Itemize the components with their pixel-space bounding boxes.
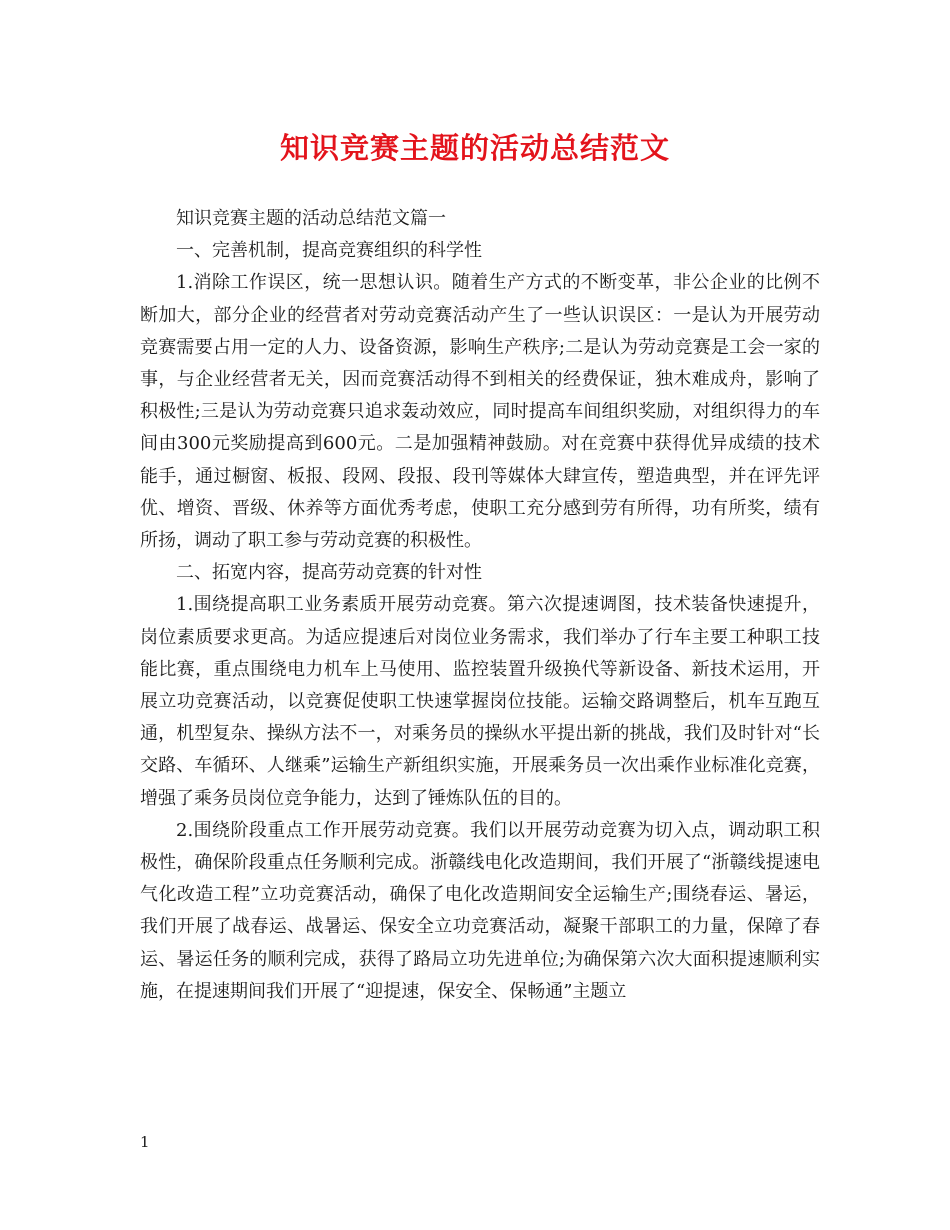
document-title: 知识竞赛主题的活动总结范文 xyxy=(279,131,670,165)
paragraph-2: 1.围绕提高职工业务素质开展劳动竞赛。第六次提速调图，技术装备快速提升，岗位素质要求更高。为适应提速后对岗位业务需求，我们举办了行车主要工种职工技能比赛，重点围绕电力机车上马使用、监控装置升级换代等新设备、新技术运用，开展立功竞赛活动，以竞赛促使职工快速掌握岗位技能。运输交路调整后，机车互跑互通，机型复杂、操纵方法不一，对乘务员的操纵水平提出新的挑战，我们及时针对“长交路、车循环、人继乘”运输生产新组织实施，开展乘务员一次出乘作业标准化竞赛，增强了乘务员岗位竞争能力，达到了锤炼队伍的目的。 xyxy=(140,594,820,809)
paragraph-3: 2.围绕阶段重点工作开展劳动竞赛。我们以开展劳动竞赛为切入点，调动职工积极性，确保阶段重点任务顺利完成。浙赣线电化改造期间，我们开展了“浙赣线提速电气化改造工程”立功竞赛活动，确保了电化改造期间安全运输生产;围绕春运、暑运，我们开展了战春运、战暑运、保安全立功竞赛活动，凝聚干部职工的力量，保障了春运、暑运任务的顺利完成，获得了路局立功先进单位;为确保第六次大面积提速顺利实施，在提速期间我们开展了“迎提速，保安全、保畅通”主题立 xyxy=(140,819,820,1002)
document-body xyxy=(140,203,820,1008)
paragraph-1: 1.消除工作误区，统一思想认识。随着生产方式的不断变革，非公企业的比例不断加大，部分企业的经营者对劳动竞赛活动产生了一些认识误区：一是认为开展劳动竞赛需要占用一定的人力、设备资源，影响生产秩序;二是认为劳动竞赛是工会一家的事，与企业经营者无关，因而竞赛活动得不到相关的经费保证，独木难成舟，影响了积极性;三是认为劳动竞赛只追求轰动效应，同时提高车间组织奖励，对组织得力的车间由300元奖励提高到600元。二是加强精神鼓励。对在竞赛中获得优异成绩的技术能手，通过橱窗、板报、段网、段报、段刊等媒体大肆宣传，塑造典型，并在评先评优、增资、晋级、休养等方面优秀考虑，使职工充分感到劳有所得，功有所奖，绩有所扬，调动了职工参与劳动竞赛的积极性。 xyxy=(140,272,820,552)
section-heading-2: 二、拓宽内容，提高劳动竞赛的针对性 xyxy=(176,562,482,584)
section-title: 知识竞赛主题的活动总结范文篇一 xyxy=(176,208,446,229)
section-heading-1: 一、完善机制，提高竞赛组织的科学性 xyxy=(176,240,482,262)
page-number: 1 xyxy=(140,1133,150,1151)
